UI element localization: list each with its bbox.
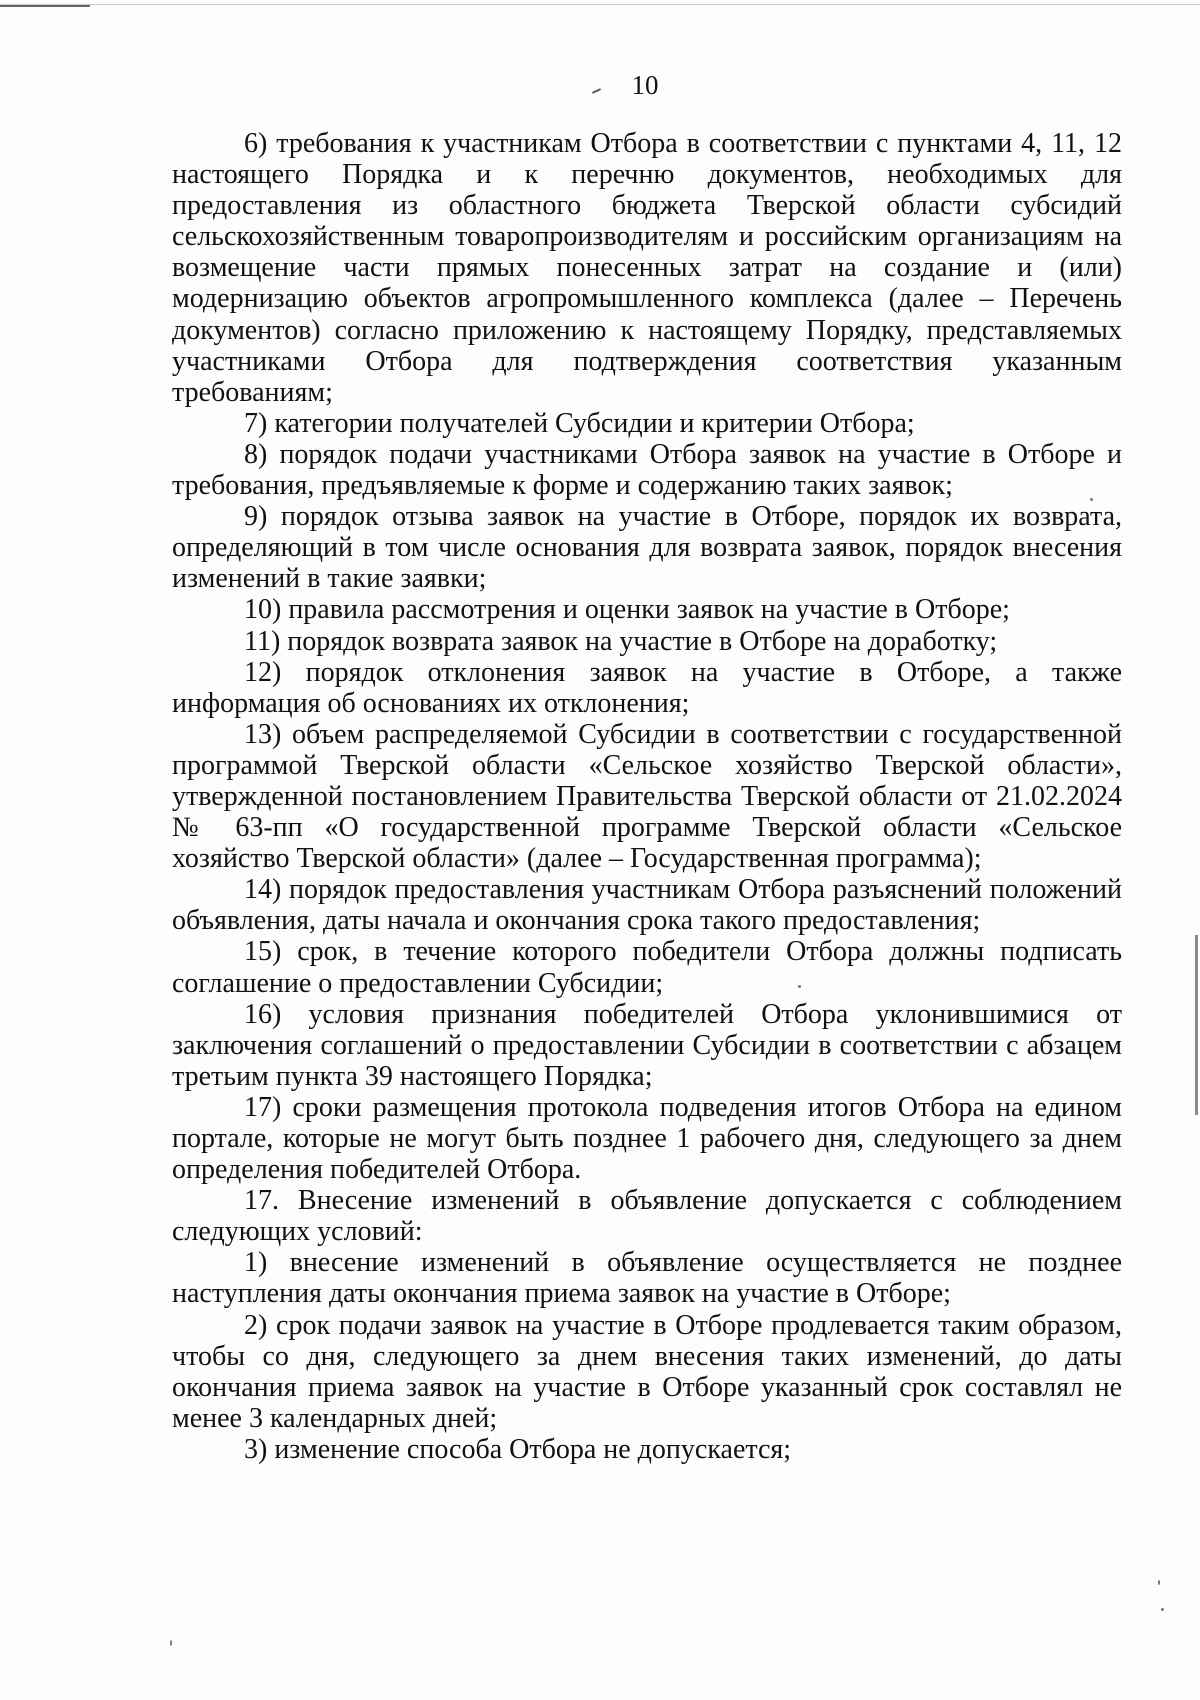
paragraph-item-12: 12) порядок отклонения заявок на участие в Отборе, а также информация об основаниях их отклонения; <box>172 656 1122 719</box>
paragraph-item-14: 14) порядок предоставления участникам Отбора разъяснений положений объявления, даты начала и окончания срока такого предоставления; <box>172 874 1122 937</box>
scan-corner-mark <box>0 0 90 7</box>
condition-item-2: 2) срок подачи заявок на участие в Отборе продлевается таким образом, чтобы со дня, следующего за днем внесения таких изменений, до даты окончания приема заявок на участие в Отборе указанный срок составлял не менее 3 календарных дней; <box>172 1309 1122 1434</box>
scan-edge-line <box>0 4 1200 5</box>
scan-speck <box>1161 1608 1164 1611</box>
paragraph-item-11: 11) порядок возврата заявок на участие в Отборе на доработку; <box>244 625 998 657</box>
scan-edge-shadow <box>1195 935 1198 1115</box>
paragraph-item-15: 15) срок, в течение которого победители Отбора должны подписать соглашение о предоставлении Субсидии; <box>172 936 1122 999</box>
paragraph-item-16: 16) условия признания победителей Отбора уклонившимися от заключения соглашений о предоставлении Субсидии в соответствии с абзацем третьим пункта 39 настоящего Порядка; <box>172 998 1122 1092</box>
scan-speck <box>798 985 801 988</box>
paragraph-item-8: 8) порядок подачи участниками Отбора заявок на участие в Отборе и требования, предъявляемые к форме и содержанию таких заявок; <box>172 438 1122 502</box>
paragraph-item-9: 9) порядок отзыва заявок на участие в Отборе, порядок их возврата, определяющий в том числе основания для возврата заявок, порядок внесения изменений в такие заявки; <box>172 501 1122 595</box>
page-number: 10 <box>631 70 659 100</box>
scan-speck <box>1090 498 1093 501</box>
condition-item-1: 1) внесение изменений в объявление осуществляется не позднее наступления даты окончания приема заявок на участие в Отборе; <box>172 1247 1122 1310</box>
condition-item-3: 3) изменение способа Отбора не допускается; <box>244 1433 792 1465</box>
scan-speck <box>1158 1580 1160 1585</box>
paragraph-item-13: 13) объем распределяемой Субсидии в соответствии с государственной программой Тверской области «Сельское хозяйство Тверской области», утвержденной постановлением Правительства Тверской области от 21.02.2024 № 63-пп «О государственной программе Тверской области «Сельское хозяйство Тверской области» (далее – Государственная программа); <box>172 718 1122 875</box>
document-body <box>172 128 1122 1465</box>
paragraph-item-6: 6) требования к участникам Отбора в соответствии с пунктами 4, 11, 12 настоящего Порядка и к перечню документов, необходимых для предоставления из областного бюджета Тверской области субсидий сельскохозяйственным товаропроизводителям и российским организациям на возмещение части прямых понесенных затрат на создание и (или) модернизацию объектов агропромышленного комплекса (далее – Перечень документов) согласно приложению к настоящему Порядку, представляемых участниками Отбора для подтверждения соответствия указанным требованиям; <box>172 128 1122 408</box>
paragraph-item-17: 17) сроки размещения протокола подведения итогов Отбора на едином портале, которые не могут быть позднее 1 рабочего дня, следующего за днем определения победителей Отбора. <box>172 1091 1122 1186</box>
paragraph-item-7: 7) категории получателей Субсидии и критерии Отбора; <box>244 407 915 439</box>
section-17-intro: 17. Внесение изменений в объявление допускается с соблюдением следующих условий: <box>172 1185 1122 1248</box>
paragraph-item-10: 10) правила рассмотрения и оценки заявок на участие в Отборе; <box>244 594 1010 626</box>
scan-speck <box>170 1640 172 1646</box>
